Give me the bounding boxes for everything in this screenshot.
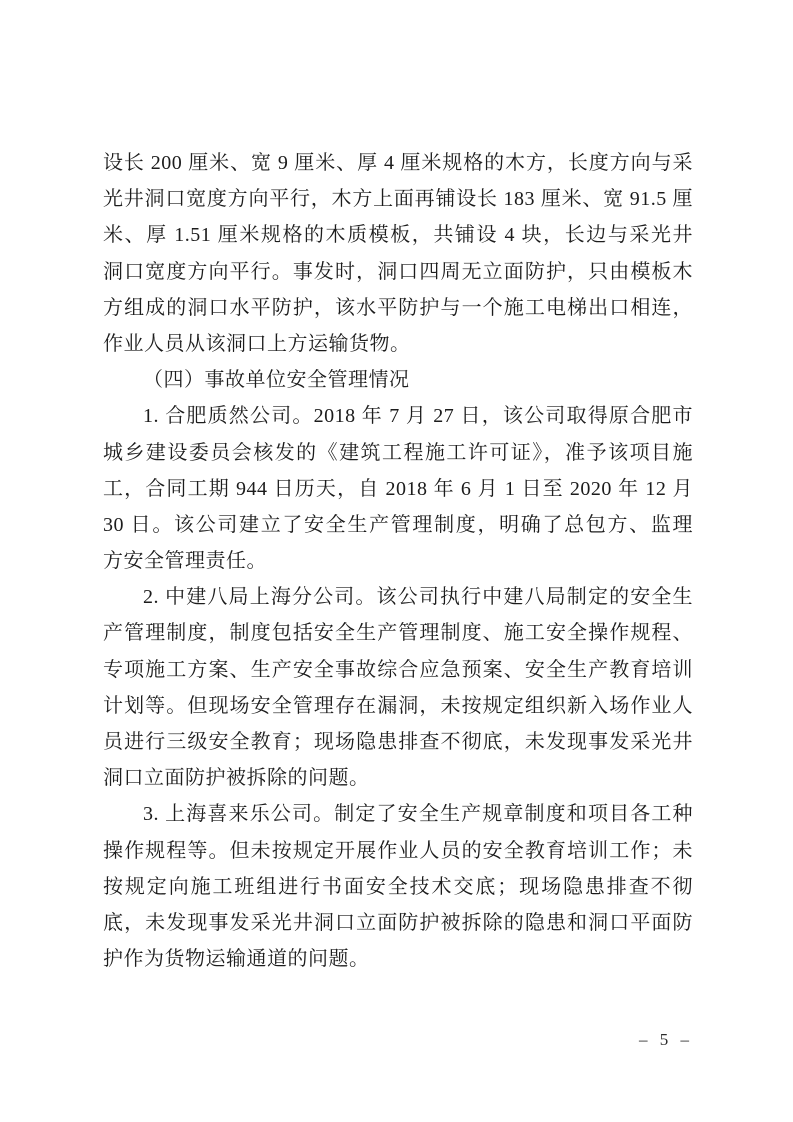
text-line: 底，未发现事发采光井洞口立面防护被拆除的隐患和洞口平面防 — [103, 911, 693, 934]
text-line: 方组成的洞口水平防护，该水平防护与一个施工电梯出口相连， — [103, 296, 693, 319]
text-line: 城乡建设委员会核发的《建筑工程施工许可证》，准予该项目施 — [103, 441, 693, 464]
text-line: 光井洞口宽度方向平行，木方上面再铺设长 183 厘米、宽 91.5 厘 — [103, 188, 693, 211]
text-line: 作业人员从该洞口上方运输货物。 — [103, 332, 411, 355]
text-line: 设长 200 厘米、宽 9 厘米、厚 4 厘米规格的木方，长度方向与采 — [103, 152, 693, 174]
text-line: 洞口宽度方向平行。事发时，洞口四周无立面防护，只由模板木 — [103, 260, 693, 283]
text-line: 2. 中建八局上海分公司。该公司执行中建八局制定的安全生 — [143, 586, 693, 609]
text-line: 1. 合肥质然公司。2018 年 7 月 27 日，该公司取得原合肥市 — [143, 405, 693, 428]
text-line: 米、厚 1.51 厘米规格的木质模板，共铺设 4 块，长边与采光井 — [103, 224, 693, 247]
section-heading: （四）事故单位安全管理情况 — [143, 369, 410, 392]
document-body — [103, 145, 693, 977]
text-line: 按规定向施工班组进行书面安全技术交底；现场隐患排查不彻 — [103, 875, 693, 898]
text-line: 员进行三级安全教育；现场隐患排查不彻底，未发现事发采光井 — [103, 731, 693, 753]
text-line: 工，合同工期 944 日历天，自 2018 年 6 月 1 日至 2020 年 12 月 — [103, 477, 693, 500]
text-line: 计划等。但现场安全管理存在漏洞，未按规定组织新入场作业人 — [103, 694, 693, 717]
text-line: 产管理制度，制度包括安全生产管理制度、施工安全操作规程、 — [103, 622, 693, 645]
text-line: 30 日。该公司建立了安全生产管理制度，明确了总包方、监理 — [103, 513, 693, 536]
text-line: 方安全管理责任。 — [103, 550, 267, 573]
text-line: 护作为货物运输通道的问题。 — [103, 948, 370, 971]
text-line: 3. 上海喜来乐公司。制定了安全生产规章制度和项目各工种 — [143, 803, 693, 826]
page-number: – 5 – — [639, 1030, 693, 1049]
text-line: 洞口立面防护被拆除的问题。 — [103, 767, 370, 790]
text-line: 操作规程等。但未按规定开展作业人员的安全教育培训工作；未 — [103, 839, 693, 862]
text-line: 专项施工方案、生产安全事故综合应急预案、安全生产教育培训 — [103, 658, 693, 681]
